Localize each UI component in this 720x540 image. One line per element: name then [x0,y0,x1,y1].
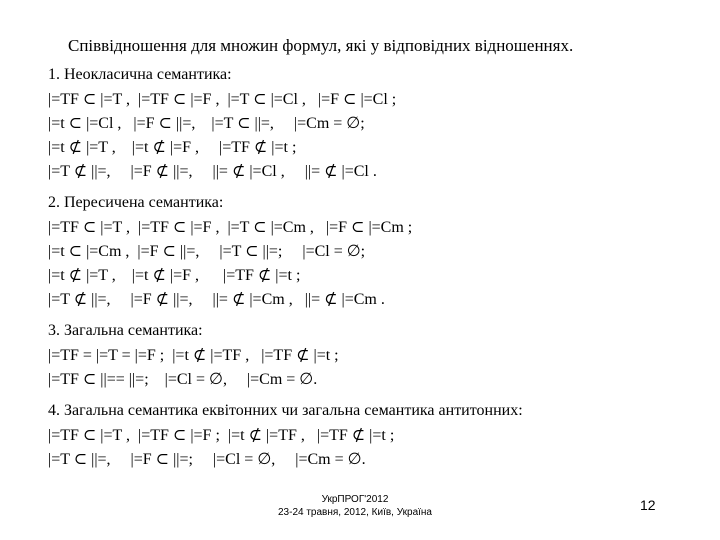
formula-line: |=t ⊂ |=Cl , |=F ⊂ ||=, |=T ⊂ ||=, |=Cm = ∅; [48,115,365,132]
section-equitone [48,398,708,472]
formula-line: |=TF ⊂ ||== ||=; |=Cl = ∅, |=Cm = ∅. [48,371,318,388]
formula-line: |=T ⊂ ||=, |=F ⊂ ||=; |=Cl = ∅, |=Cm = ∅. [48,451,366,468]
formula-line: |=TF ⊂ |=T , |=TF ⊂ |=F , |=T ⊂ |=Cm , |=F ⊂ |=Cm ; [48,219,413,236]
formula-line: |=TF ⊂ |=T , |=TF ⊂ |=F , |=T ⊂ |=Cl , |=F ⊂ |=Cl ; [48,91,397,108]
footer-conference: УкрПРОГ'2012 [321,494,389,505]
slide-title: Співвідношення для множин формул, які у відповідних відношеннях. [68,36,574,55]
formula-line: |=T ⊄ ||=, |=F ⊄ ||=, ||= ⊄ |=Cm , ||= ⊄ |=Cm . [48,291,385,308]
section-general [48,318,708,392]
formula-line: |=t ⊂ |=Cm , |=F ⊂ ||=, |=T ⊂ ||=; |=Cl = ∅; [48,243,366,260]
section-oversaturated [48,190,708,312]
section-heading: 3. Загальна семантика: [48,322,203,339]
section-neoclassical [48,62,708,184]
section-heading: 2. Пересичена семантика: [48,194,224,211]
slide-content [48,62,708,472]
footer-date-location: 23-24 травня, 2012, Київ, Україна [278,507,432,518]
formula-line: |=T ⊄ ||=, |=F ⊄ ||=, ||= ⊄ |=Cl , ||= ⊄ |=Cl . [48,163,377,180]
footer [230,493,480,519]
page-number: 12 [640,497,656,513]
formula-line: |=TF = |=T = |=F ; |=t ⊄ |=TF , |=TF ⊄ |=t ; [48,347,339,364]
section-heading: 4. Загальна семантика еквітонних чи загальна семантика антитонних: [48,402,523,419]
formula-line: |=TF ⊂ |=T , |=TF ⊂ |=F ; |=t ⊄ |=TF , |=TF ⊄ |=t ; [48,427,395,444]
section-heading: 1. Неокласична семантика: [48,66,232,83]
formula-line: |=t ⊄ |=T , |=t ⊄ |=F , |=TF ⊄ |=t ; [48,139,297,156]
formula-line: |=t ⊄ |=T , |=t ⊄ |=F , |=TF ⊄ |=t ; [48,267,301,284]
